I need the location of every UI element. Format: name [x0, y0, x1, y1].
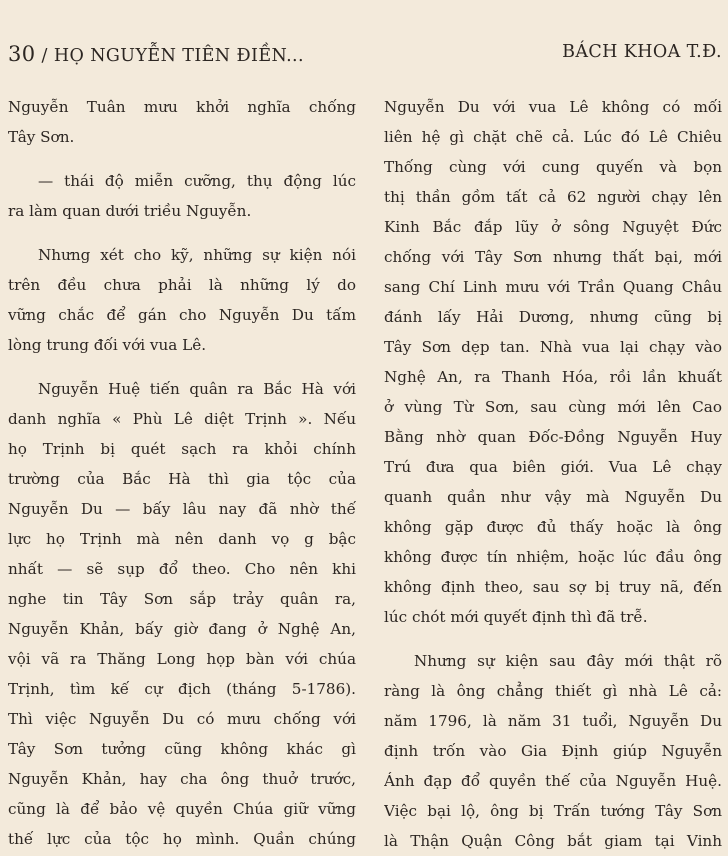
right-text-line: quanh quần như vậy mà Nguyễn Du — [384, 488, 722, 506]
right-text-line: năm 1796, là năm 31 tuổi, Nguyễn Du — [384, 712, 722, 730]
left-text-line: nghe tin Tây Sơn sắp trảy quân ra, — [8, 590, 356, 608]
running-header — [8, 42, 722, 76]
left-text-line: vội vã ra Thăng Long họp bàn với chúa — [8, 650, 356, 668]
text-column-right — [384, 92, 722, 856]
text-column-left — [8, 92, 356, 854]
paragraph-gap — [384, 632, 722, 646]
left-text-line: lực họ Trịnh mà nên danh vọ g bậc — [8, 530, 356, 548]
left-text-line: nhất — sẽ sụp đổ theo. Cho nên khi — [8, 560, 356, 578]
right-text-line: ở vùng Từ Sơn, sau cùng mới lên Cao — [384, 398, 722, 416]
right-text-line: thị thần gồm tất cả 62 người chạy lên — [384, 188, 722, 206]
left-text-line: trên đều chưa phải là những lý do — [8, 276, 356, 294]
journal-title: BÁCH KHOA T.Đ. — [562, 42, 722, 62]
right-text-line: Thống cùng với cung quyến và bọn — [384, 158, 722, 176]
right-text-line: lúc chót mới quyết định thì đã trễ. — [384, 608, 648, 626]
right-text-line: Kinh Bắc đắp lũy ở sông Nguyệt Đức — [384, 218, 722, 236]
left-text-line: Nguyễn Du — bấy lâu nay đã nhờ thế — [8, 500, 356, 518]
left-text-line: Thì việc Nguyễn Du có mưu chống với — [8, 710, 356, 728]
right-text-line: liên hệ gì chặt chẽ cả. Lúc đó Lê Chiêu — [384, 128, 722, 146]
left-text-line: Nguyễn Huệ tiến quân ra Bắc Hà với — [38, 380, 356, 398]
left-text-line: họ Trịnh bị quét sạch ra khỏi chính — [8, 440, 356, 458]
right-text-line: là Thận Quận Công bắt giam tại Vinh — [384, 832, 722, 850]
right-text-line: không định theo, sau sợ bị truy nã, đến — [384, 578, 722, 596]
right-text-line: ràng là ông chẳng thiết gì nhà Lê cả: — [384, 682, 722, 700]
left-text-line: danh nghĩa « Phù Lê diệt Trịnh ». Nếu — [8, 410, 356, 428]
page-number: 30 — [8, 42, 36, 66]
header-separator: / — [41, 46, 48, 66]
left-text-line: Tây Sơn. — [8, 128, 75, 146]
left-text-line: lòng trung đối với vua Lê. — [8, 336, 207, 354]
paragraph-gap — [8, 360, 356, 374]
right-text-line: định trốn vào Gia Định giúp Nguyễn — [384, 742, 722, 760]
header-left — [8, 42, 304, 66]
right-text-line: Trú đưa qua biên giới. Vua Lê chạy — [384, 458, 722, 476]
right-text-line: Bằng nhờ quan Đốc-Đồng Nguyễn Huy — [384, 428, 722, 446]
left-text-line: Nguyễn Khản, bấy giờ đang ở Nghệ An, — [8, 620, 356, 638]
right-text-line: đánh lấy Hải Dương, nhưng cũng bị — [384, 308, 722, 326]
paragraph-gap — [8, 152, 356, 166]
right-text-line: Nghệ An, ra Thanh Hóa, rồi lần khuất — [384, 368, 722, 386]
right-text-line: chống với Tây Sơn nhưng thất bại, mới — [384, 248, 722, 266]
right-text-line: Ánh đạp đổ quyền thế của Nguyễn Huệ. — [384, 772, 722, 790]
left-text-line: Tây Sơn tưởng cũng không khác gì — [8, 740, 356, 758]
right-text-line: không được tín nhiệm, hoặc lúc đầu ông — [384, 548, 722, 566]
left-text-line: Nhưng xét cho kỹ, những sự kiện nói — [38, 246, 356, 264]
left-text-line: ra làm quan dưới triều Nguyễn. — [8, 202, 252, 220]
left-text-line: thế lực của tộc họ mình. Quần chúng — [8, 830, 356, 848]
right-text-line: Nhưng sự kiện sau đây mới thật rõ — [414, 652, 722, 670]
left-text-line: Nguyễn Tuân mưu khởi nghĩa chống — [8, 98, 356, 116]
left-text-line: Trịnh, tìm kế cự địch (tháng 5-1786). — [8, 680, 356, 698]
right-text-line: Nguyễn Du với vua Lê không có mối — [384, 98, 722, 116]
right-text-line: sang Chí Linh mưu với Trần Quang Châu — [384, 278, 722, 296]
paragraph-gap — [8, 226, 356, 240]
left-text-line: vững chắc để gán cho Nguyễn Du tấm — [8, 306, 356, 324]
left-text-line: — thái độ miễn cưỡng, thụ động lúc — [38, 172, 356, 190]
left-text-line: Nguyễn Khản, hay cha ông thuở trước, — [8, 770, 356, 788]
left-text-line: trường của Bắc Hà thì gia tộc của — [8, 470, 356, 488]
right-text-line: Việc bại lộ, ông bị Trấn tướng Tây Sơn — [384, 802, 722, 820]
left-text-line: cũng là để bảo vệ quyền Chúa giữ vững — [8, 800, 356, 818]
right-text-line: không gặp được đủ thấy hoặc là ông — [384, 518, 722, 536]
right-text-line: Tây Sơn dẹp tan. Nhà vua lại chạy vào — [384, 338, 722, 356]
running-title: HỌ NGUYỄN TIÊN ĐIỀN... — [53, 46, 304, 66]
